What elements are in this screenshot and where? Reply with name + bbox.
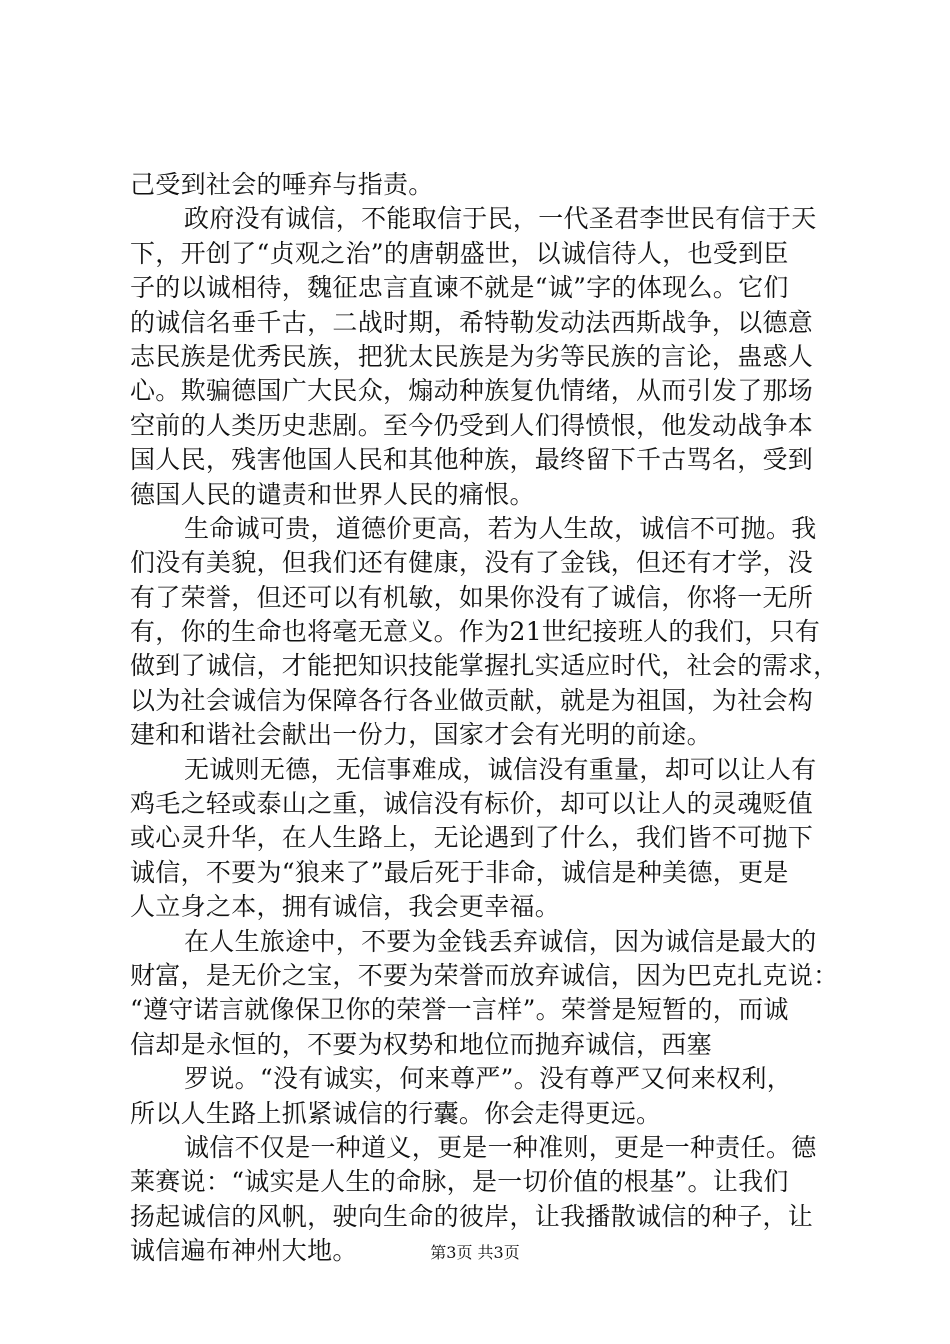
document-body <box>130 168 840 1269</box>
text-line: 诚信遍布神州大地。 <box>130 1236 358 1266</box>
text-line: 的诚信名垂千古，二战时期，希特勒发动法西斯战争，以德意 <box>130 307 814 337</box>
text-line: 子的以诚相待，魏征忠言直谏不就是“诚”字的体现么。它们 <box>130 273 789 303</box>
text-line: 己受到社会的唾弃与指责。 <box>130 170 434 199</box>
text-line: “遵守诺言就像保卫你的荣誉一言样”。荣誉是短暂的，而诚 <box>130 995 789 1025</box>
paragraph-start-line: 罗说。“没有诚实，何来尊严”。没有尊严又何来权利， <box>184 1064 793 1094</box>
text-line: 志民族是优秀民族，把犹太民族是为劣等民族的言论，蛊惑人 <box>130 341 814 371</box>
paragraph-start-line: 政府没有诚信，不能取信于民，一代圣君李世民有信于天 <box>184 204 817 234</box>
text-line: 扬起诚信的风帆，驶向生命的彼岸，让我播散诚信的种子，让 <box>130 1201 814 1231</box>
paragraph-start-line: 生命诚可贵，道德价更高，若为人生故，诚信不可抛。我 <box>184 513 817 543</box>
text-line: 诚信，不要为“狼来了”最后死于非命，诚信是种美德，更是 <box>130 857 789 887</box>
text-line: 心。欺骗德国广大民众，煽动种族复仇情绪，从而引发了那场 <box>130 376 814 406</box>
text-line: 鸡毛之轻或泰山之重，诚信没有标价，却可以让人的灵魂贬值 <box>130 789 814 819</box>
text-line: 们没有美貌，但我们还有健康，没有了金钱，但还有才学，没 <box>130 548 814 578</box>
text-line: 人立身之本，拥有诚信，我会更幸福。 <box>130 892 561 922</box>
text-line: 下，开创了“贞观之治”的唐朝盛世，以诚信待人，也受到臣 <box>130 238 789 268</box>
text-line: 空前的人类历史悲剧。至今仍受到人们得愤恨，他发动战争本 <box>130 410 814 440</box>
page-number-footer: 第3页 共3页 <box>430 1243 520 1262</box>
text-line: 财富，是无价之宝，不要为荣誉而放弃诚信，因为巴克扎克说： <box>130 960 839 990</box>
text-line: 建和和谐社会献出一份力，国家才会有光明的前途。 <box>130 720 712 750</box>
paragraph-start-line: 在人生旅途中，不要为金钱丢弃诚信，因为诚信是最大的 <box>184 926 817 956</box>
text-line: 做到了诚信，才能把知识技能掌握扎实适应时代，社会的需求， <box>130 651 839 681</box>
text-line: 或心灵升华，在人生路上，无论遇到了什么，我们皆不可抛下 <box>130 823 814 853</box>
text-line: 有了荣誉，但还可以有机敏，如果你没有了诚信，你将一无所 <box>130 582 814 612</box>
text-line: 所以人生路上抓紧诚信的行囊。你会走得更远。 <box>130 1098 662 1128</box>
text-line: 信却是永恒的，不要为权势和地位而抛弃诚信，西塞 <box>130 1029 712 1059</box>
paragraph-start-line: 诚信不仅是一种道义，更是一种准则，更是一种责任。德 <box>184 1132 817 1162</box>
text-line: 有，你的生命也将毫无意义。作为21世纪接班人的我们，只有 <box>130 617 821 647</box>
text-line: 德国人民的谴责和世界人民的痛恨。 <box>130 479 535 509</box>
paragraph-start-line: 无诚则无德，无信事难成，诚信没有重量，却可以让人有 <box>184 754 817 784</box>
text-line: 国人民，残害他国人民和其他种族，最终留下千古骂名，受到 <box>130 445 814 475</box>
text-line: 以为社会诚信为保障各行各业做贡献，就是为祖国，为社会构 <box>130 685 814 715</box>
text-line: 莱赛说：“诚实是人生的命脉，是一切价值的根基”。让我们 <box>130 1167 789 1197</box>
